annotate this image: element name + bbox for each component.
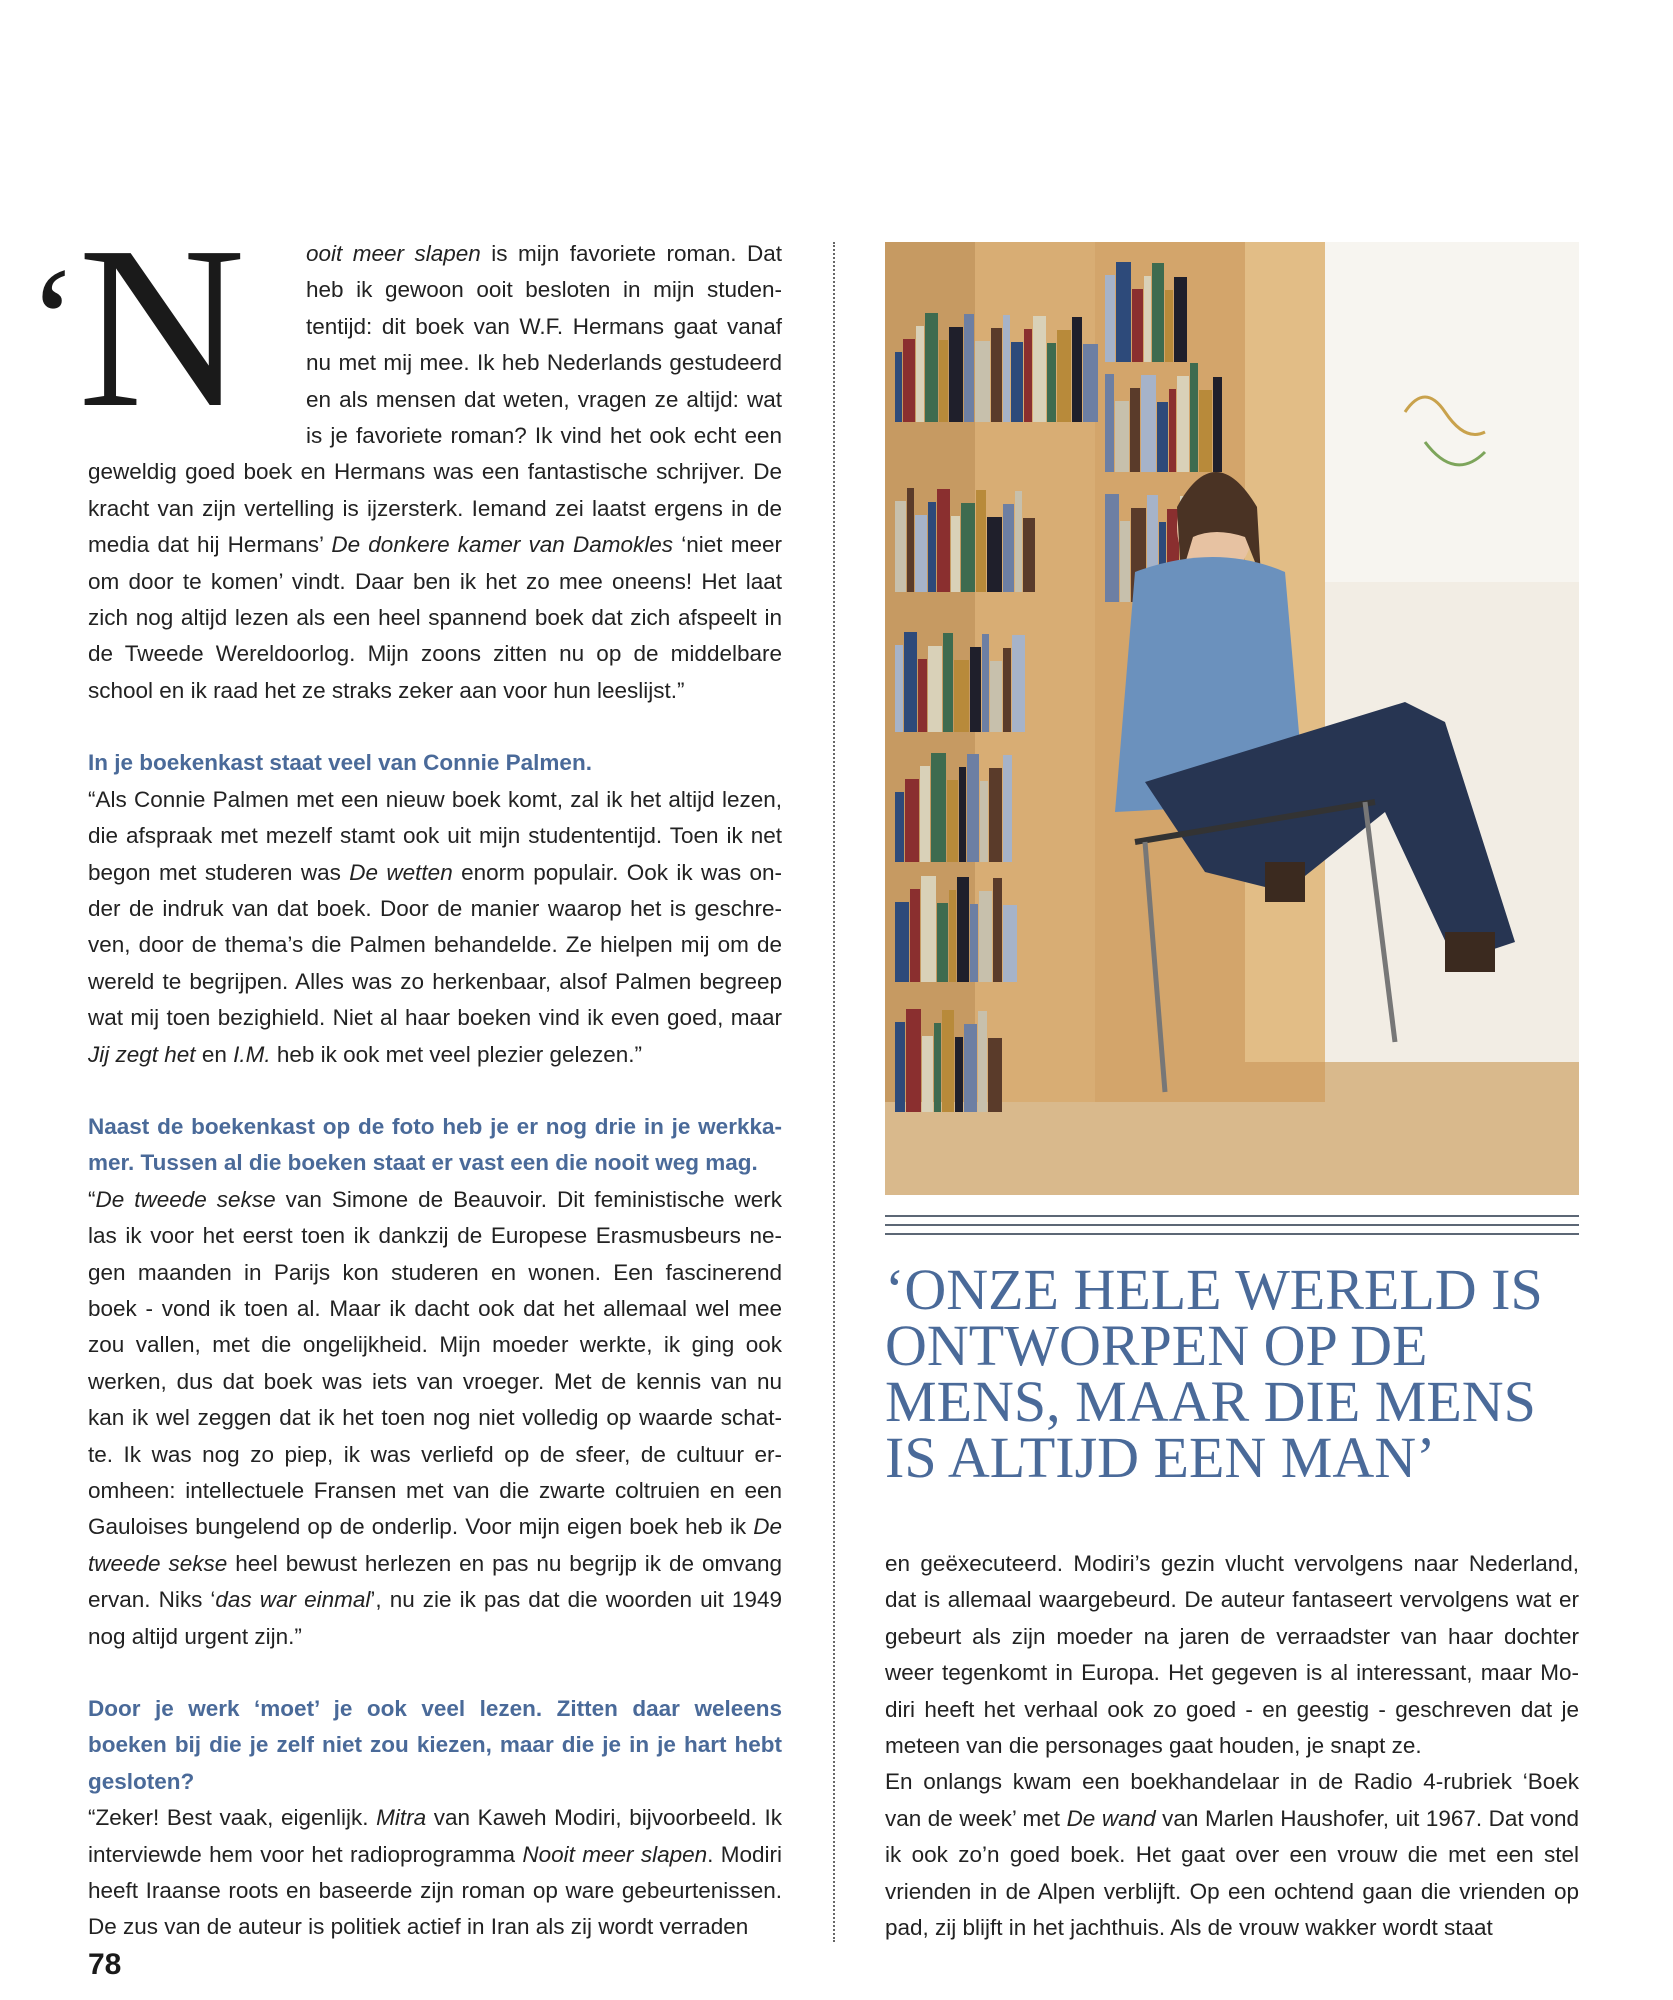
book-spine [1047,343,1056,422]
book-spine [895,501,906,592]
book-spine [989,768,1002,862]
book-spine [991,328,1002,422]
book-spine [1213,377,1222,472]
book-spine [1003,504,1014,592]
book-spine [1116,262,1131,362]
book-spine [978,1011,987,1112]
book-spine [1015,491,1022,592]
book-spine [993,878,1002,982]
intro-line: heb ik gewoon ooit besloten in mijn studen- [306,277,782,303]
question-1: In je boekenkast staat veel van Connie Palmen. [88,750,592,776]
book-spine [955,1037,963,1112]
book-spine [1177,376,1189,472]
pull-quote: ‘ONZE HELE WERELD IS ONTWORPEN OP DE MENS, MAAR DIE MENS IS ALTIJD EEN MAN’ [885,1257,1543,1490]
column-divider [833,242,835,1942]
book-spine [1072,317,1082,422]
book-spine [895,902,909,982]
book-spine [1115,401,1129,472]
book-spine [964,1024,977,1112]
book-spine [1003,648,1011,732]
book-spine [961,503,975,592]
book-spine [1190,363,1198,472]
book-spine [970,647,981,732]
intro-block [28,199,782,456]
book-spine [954,660,969,732]
book-spine [907,488,914,592]
portrait-illustration [885,242,1579,1195]
book-spine [949,890,956,982]
portrait-photo [885,242,1579,1195]
question-3: Door je werk ‘moet’ je ook veel lezen. Zitten daar weleens boeken bij die je zelf niet zou kiezen, maar die je in je hart hebt gesloten? [88,1696,782,1794]
book-spine [1024,329,1032,422]
book-spine [915,515,927,592]
question-2: Naast de boekenkast op de foto heb je er nog drie in je werkka-mer. Tussen al die boeken staat er vast een die nooit weg mag. [88,1113,782,1176]
book-spine [937,903,948,982]
book-spine [928,646,942,732]
book-spine [1105,494,1119,602]
right-paragraph-2: En onlangs kwam een boekhandelaar in de Radio 4-rubriek ‘Boek van de week’ met De wand van Marlen Haushofer, uit 1967. Dat vond ik ook zo’n goed boek. Het gaat over een vrouw die met een stel vrienden in de Alpen verblijft. Op een ochtend gaan die vrienden op pad, zij blijft in het jachthuis. Als de vrouw wakker wordt staat [885,1769,1579,1941]
book-spine [1057,330,1071,422]
book-spine [980,781,988,862]
book-spine [916,326,924,422]
right-column [885,1546,1579,1946]
book-spine [988,1038,1002,1112]
book-spine [964,314,974,422]
book-spine [905,779,919,862]
book-spine [931,753,946,862]
intro-line: ooit meer slapen is mijn favoriete roman. Dat [306,241,782,266]
answer-1: “Als Connie Palmen met een nieuw boek komt, zal ik het altijd lezen, die afspraak met mezelf stamt ook uit mijn studententijd. Toen ik net begon met studeren was De wetten enorm populair. Ook ik was on-der de indruk van dat boek. Door de manier waarop het is geschre-ven, door de thema’s die Palmen behandelde. Ze hielpen mij om de wereld te begrijpen. Alles was zo herkenbaar, alsof Palmen begreep wat mij toen bezighield. Niet al haar boeken vind ik even goed, maar Jij zegt het en I.M. heb ik ook met veel plezier gelezen.” [88,786,782,1067]
book-spine [920,766,930,862]
book-spine [928,502,936,592]
book-spine [1105,374,1114,472]
book-spine [925,313,938,422]
book-spine [1083,344,1098,422]
book-spine [976,490,986,592]
book-spine [1144,276,1151,362]
book-spine [1141,375,1156,472]
book-spine [979,891,992,982]
book-spine [1130,388,1140,472]
book-spine [906,1009,921,1112]
book-spine [937,489,950,592]
book-spine [1003,755,1012,862]
book-spine [1169,389,1176,472]
book-spine [975,341,990,422]
book-spine [1003,905,1017,982]
book-spine [1132,289,1143,362]
book-spine [982,634,989,732]
book-spine [1199,390,1212,472]
intro-line: en als mensen dat weten, vragen ze altijd: wat [306,386,782,412]
book-spine [904,632,917,732]
book-spine [951,516,960,592]
book-spine [990,661,1002,732]
book-spine [895,792,904,862]
book-spine [1011,342,1023,422]
answer-2: “De tweede sekse van Simone de Beauvoir. Dit feministische werk las ik voor het eerst toen ik dankzij de Europese Erasmusbeurs ne-gen maanden in Parijs kon studeren en wonen. Een fascinerend boek - vond ik toen al. Maar ik dacht ook dat het allemaal wel mee zou vallen, met die ongelijkheid. Mijn moeder werkte, ik ging ook werken, dus dat boek was iets van vroeger. Met de kennis van nu kan ik wel zeggen dat ik het toen nog niet volledig op waarde schat-te. Ik was nog zo piep, ik was verliefd op de sfeer, de cultuur er-omheen: intellectuele Fransen met van die zwarte coltruien en een Gauloises bungelend op de onderlip. Voor mijn eigen boek heb ik De tweede sekse heel bewust herlezen en pas nu begrijp ik de omvang ervan. Niks ‘das war einmal’, nu zie ik pas dat die woorden uit 1949 nog altijd urgent zijn.” [88,1186,782,1649]
book-spine [957,877,969,982]
book-spine [895,1022,905,1112]
book-spine [1157,402,1168,472]
book-spine [942,1010,954,1112]
book-spine [1033,316,1046,422]
book-spine [922,1036,933,1112]
book-spine [959,767,966,862]
intro-paragraph: geweldig goed boek en Hermans was een fantastische schrijver. De kracht van zijn vertelling is ijzersterk. Iemand zei laatst ergens in de media dat hij Hermans’ De donkere kamer van Damokles ‘niet meer om door te komen’ vindt. Daar ben ik het zo mee oneens! Het laat zich nog altijd lezen als een heel spannend boek dat zich afspeelt in de Tweede Wereldoorlog. Mijn zoons zitten nu op de middelbare school en ik raad het ze straks zeker aan voor hun leeslijst.” [88,459,782,703]
left-column [28,199,783,1946]
intro-line: is je favoriete roman? Ik vind het ook echt een [306,423,782,449]
answer-3: “Zeker! Best vaak, eigenlijk. Mitra van Kaweh Modiri, bijvoorbeeld. Ik interviewde hem voor het radioprogramma Nooit meer slapen. Modiri heeft Iraanse roots en baseerde zijn roman op ware gebeurtenissen. De zus van de auteur is politiek actief in Iran als zij wordt verraden [88,1805,783,1940]
book-spine [1120,521,1130,602]
book-spine [934,1023,941,1112]
book-spine [918,659,927,732]
pullquote-rules [885,1215,1579,1242]
right-paragraph-1: en geëxecuteerd. Modiri’s gezin vlucht vervolgens naar Nederland, dat is allemaal waargebeurd. De auteur fantaseert vervolgens wat er gebeurt als zijn moeder na jaren de verraadster van haar dochter weer tegenkomt in Europa. Het gegeven is al interessant, maar Mo-diri heeft het verhaal ook zo goed - en geestig - geschreven dat je meteen van die personages gaat houden, je snapt ze. [885,1551,1579,1759]
drop-cap: ‘N [28,199,246,456]
book-spine [943,633,953,732]
book-spine [987,517,1002,592]
intro-line: tentijd: dit boek van W.F. Hermans gaat vanaf [306,313,782,339]
page-number: 78 [88,1948,122,1981]
book-spine [903,339,915,422]
book-spine [1152,263,1164,362]
book-spine [949,327,963,422]
book-spine [910,889,920,982]
book-spine [1012,635,1025,732]
intro-line: nu met mij mee. Ik heb Nederlands gestudeerd [306,350,782,376]
book-spine [895,352,902,422]
book-spine [939,340,948,422]
book-spine [1174,277,1187,362]
book-spine [1003,315,1010,422]
book-spine [895,645,903,732]
book-spine [1165,290,1173,362]
book-spine [1023,518,1035,592]
book-spine [970,904,978,982]
book-spine [1105,275,1115,362]
book-spine [967,754,979,862]
book-spine [947,780,958,862]
book-spine [921,876,936,982]
